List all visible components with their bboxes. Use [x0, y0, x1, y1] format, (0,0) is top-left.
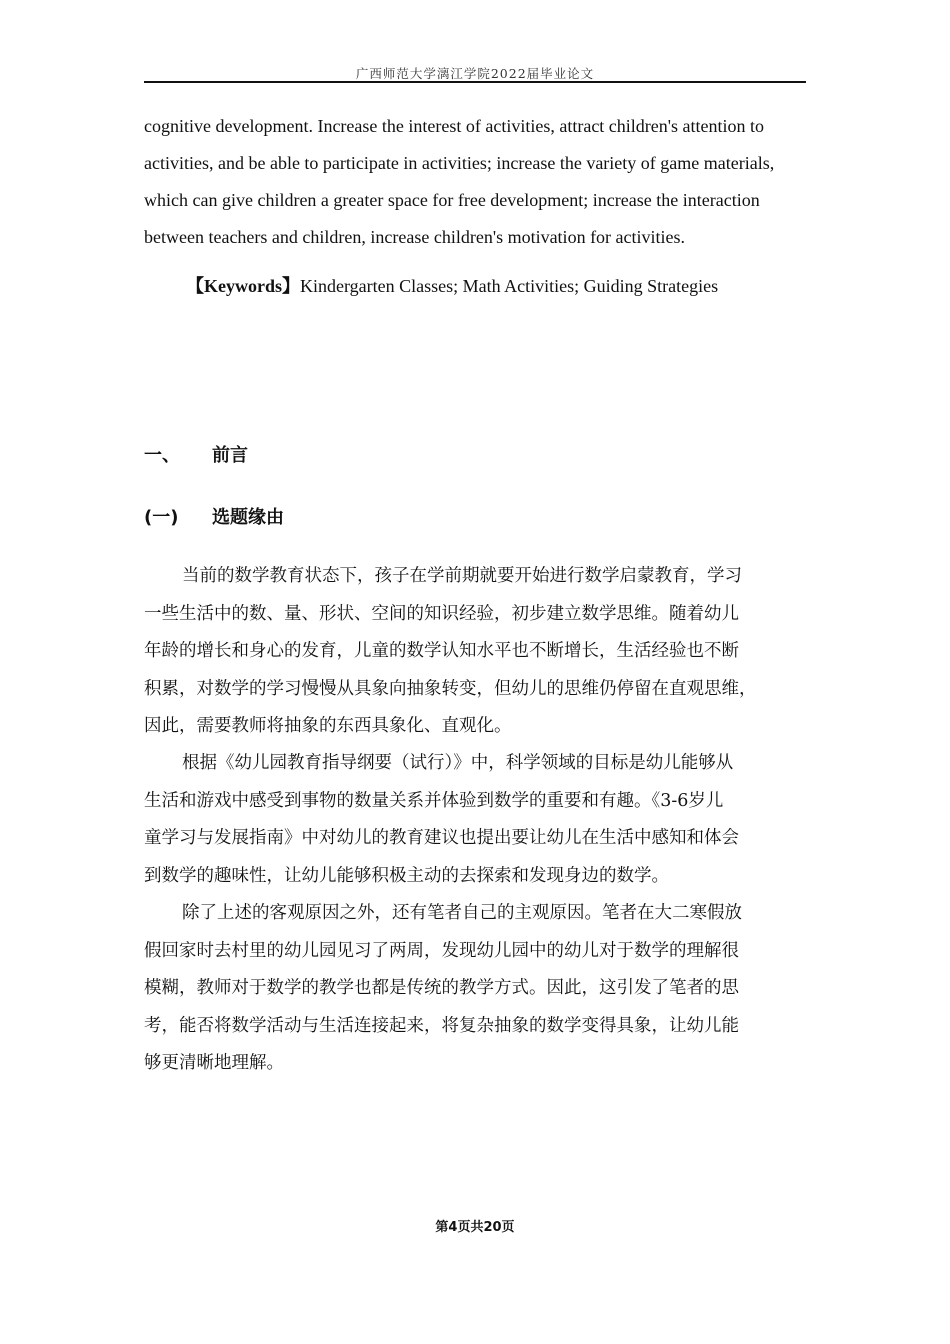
subsection-heading [144, 503, 284, 529]
paragraph-line: 童学习与发展指南》中对幼儿的教育建议也提出要让幼儿在生活中感知和体会 [144, 828, 739, 848]
keywords-text: Kindergarten Classes; Math Activities; Guiding Strategies [300, 276, 719, 296]
header-rule [144, 81, 806, 83]
abstract-line: which can give children a greater space for free development; increase the interaction [144, 190, 760, 210]
paragraph-line: 模糊，教师对于数学的教学也都是传统的教学方式。因此，这引发了笔者的思 [144, 978, 739, 998]
paragraph-line: 一些生活中的数、量、形状、空间的知识经验，初步建立数学思维。随着幼儿 [144, 603, 739, 624]
keywords [186, 272, 718, 298]
abstract-english [144, 108, 810, 256]
page-number: 第4页共20页 [435, 1220, 515, 1235]
subsection-number: (一) [144, 507, 179, 528]
body-paragraph-1 [144, 558, 824, 746]
paragraph-line: 因此，需要教师将抽象的东西具象化、直观化。 [144, 716, 512, 736]
paragraph-line: 生活和游戏中感受到事物的数量关系并体验到数学的重要和有趣。《3-6岁儿 [144, 790, 724, 811]
section-number: 一、 [144, 445, 180, 466]
section-heading [144, 441, 248, 467]
paragraph-line: 当前的数学教育状态下，孩子在学前期就要开始进行数学启蒙教育，学习 [182, 566, 742, 586]
paragraph-line: 根据《幼儿园教育指导纲要（试行）》中，科学领域的目标是幼儿能够从 [182, 753, 734, 773]
paragraph-line: 假回家时去村里的幼儿园见习了两周，发现幼儿园中的幼儿对于数学的理解很 [144, 940, 739, 961]
paragraph-line: 够更清晰地理解。 [144, 1053, 284, 1073]
paragraph-line: 除了上述的客观原因之外，还有笔者自己的主观原因。笔者在大二寒假放 [182, 903, 742, 923]
abstract-line: activities, and be able to participate in activities; increase the variety of game materials, [144, 153, 775, 173]
abstract-line: cognitive development. Increase the interest of activities, attract children's attention to [144, 116, 765, 136]
running-header: 广西师范大学漓江学院2022届毕业论文 [355, 66, 595, 81]
body-paragraph-3 [144, 895, 824, 1083]
paragraph-line: 积累，对数学的学习慢慢从具象向抽象转变，但幼儿的思维仍停留在直观思维， [144, 678, 757, 699]
keywords-label: 【Keywords】 [186, 276, 300, 296]
subsection-title: 选题缘由 [212, 507, 284, 528]
body-paragraph-2 [144, 745, 824, 895]
paragraph-line: 年龄的增长和身心的发育，儿童的数学认知水平也不断增长，生活经验也不断 [144, 641, 739, 661]
section-title: 前言 [212, 445, 248, 466]
paragraph-line: 考，能否将数学活动与生活连接起来，将复杂抽象的数学变得具象，让幼儿能 [144, 1015, 739, 1036]
abstract-line: between teachers and children, increase children's motivation for activities. [144, 227, 686, 247]
paragraph-line: 到数学的趣味性，让幼儿能够积极主动的去探索和发现身边的数学。 [144, 865, 669, 886]
